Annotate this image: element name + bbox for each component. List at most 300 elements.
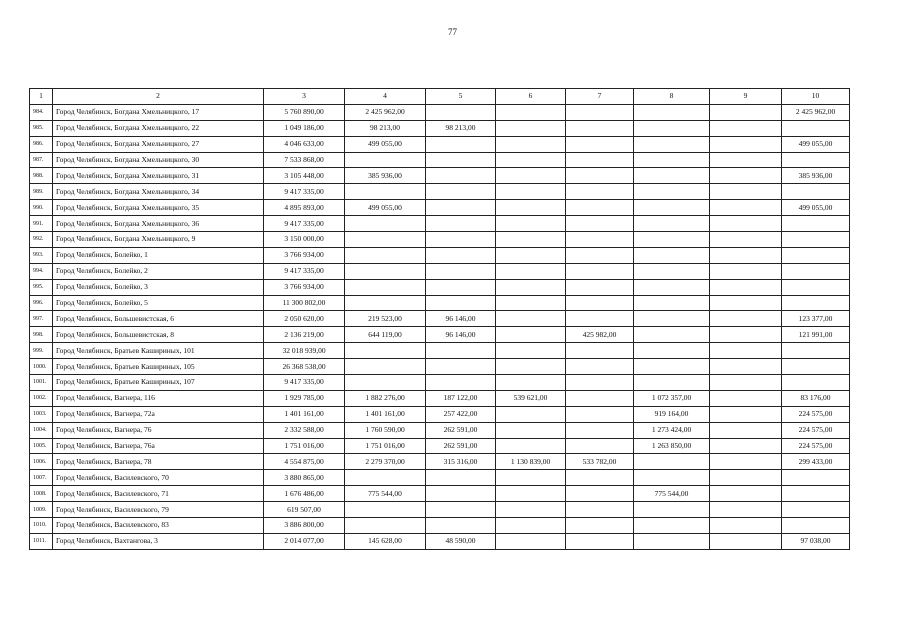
value-cell	[566, 184, 634, 200]
value-cell	[710, 343, 782, 359]
value-cell	[710, 359, 782, 375]
value-cell	[496, 120, 566, 136]
value-cell: 187 122,00	[426, 390, 496, 406]
column-header: 8	[634, 89, 710, 105]
address-cell: Город Челябинск, Вагнера, 116	[53, 390, 264, 406]
value-cell: 385 936,00	[782, 168, 850, 184]
value-cell	[566, 470, 634, 486]
value-cell	[566, 232, 634, 248]
row-number: 1005.	[30, 438, 53, 454]
table-body	[30, 104, 850, 549]
row-number: 1003.	[30, 406, 53, 422]
value-cell: 262 591,00	[426, 438, 496, 454]
value-cell	[566, 502, 634, 518]
value-cell	[566, 518, 634, 534]
address-cell: Город Челябинск, Богдана Хмельницкого, 27	[53, 136, 264, 152]
value-cell: 2 279 370,00	[345, 454, 426, 470]
value-cell: 9 417 335,00	[264, 263, 345, 279]
value-cell	[496, 311, 566, 327]
address-cell: Город Челябинск, Братьев Кашириных, 105	[53, 359, 264, 375]
data-table	[29, 88, 850, 550]
row-number: 986.	[30, 136, 53, 152]
table-row	[30, 359, 850, 375]
value-cell	[566, 311, 634, 327]
value-cell	[634, 168, 710, 184]
value-cell: 619 507,00	[264, 502, 345, 518]
table-row	[30, 168, 850, 184]
value-cell	[710, 470, 782, 486]
value-cell	[634, 470, 710, 486]
value-cell: 262 591,00	[426, 422, 496, 438]
value-cell: 1 130 839,00	[496, 454, 566, 470]
value-cell	[426, 136, 496, 152]
value-cell	[710, 152, 782, 168]
row-number: 988.	[30, 168, 53, 184]
value-cell: 775 544,00	[634, 486, 710, 502]
value-cell	[634, 247, 710, 263]
address-cell: Город Челябинск, Богдана Хмельницкого, 36	[53, 216, 264, 232]
value-cell: 315 316,00	[426, 454, 496, 470]
address-cell: Город Челябинск, Богдана Хмельницкого, 31	[53, 168, 264, 184]
value-cell	[566, 295, 634, 311]
table-row	[30, 263, 850, 279]
value-cell	[710, 184, 782, 200]
value-cell	[710, 263, 782, 279]
value-cell	[634, 533, 710, 549]
value-cell	[345, 343, 426, 359]
value-cell: 1 929 785,00	[264, 390, 345, 406]
address-cell: Город Челябинск, Братьев Кашириных, 107	[53, 375, 264, 391]
value-cell	[782, 263, 850, 279]
row-number: 984.	[30, 104, 53, 120]
address-cell: Город Челябинск, Вагнера, 72а	[53, 406, 264, 422]
value-cell: 4 895 893,00	[264, 200, 345, 216]
value-cell	[426, 295, 496, 311]
table-row	[30, 152, 850, 168]
value-cell	[710, 454, 782, 470]
row-number: 1004.	[30, 422, 53, 438]
value-cell: 1 263 850,00	[634, 438, 710, 454]
value-cell	[426, 184, 496, 200]
address-cell: Город Челябинск, Вагнера, 78	[53, 454, 264, 470]
value-cell: 224 575,00	[782, 406, 850, 422]
value-cell: 257 422,00	[426, 406, 496, 422]
value-cell	[345, 470, 426, 486]
column-header: 3	[264, 89, 345, 105]
value-cell	[566, 375, 634, 391]
value-cell	[782, 247, 850, 263]
row-number: 1002.	[30, 390, 53, 406]
value-cell: 26 368 538,00	[264, 359, 345, 375]
address-cell: Город Челябинск, Василевского, 79	[53, 502, 264, 518]
value-cell	[634, 279, 710, 295]
address-cell: Город Челябинск, Болейко, 2	[53, 263, 264, 279]
address-cell: Город Челябинск, Болейко, 1	[53, 247, 264, 263]
table-row	[30, 422, 850, 438]
address-cell: Город Челябинск, Богдана Хмельницкого, 30	[53, 152, 264, 168]
value-cell	[426, 168, 496, 184]
value-cell: 2 425 962,00	[345, 104, 426, 120]
value-cell: 1 676 486,00	[264, 486, 345, 502]
value-cell	[496, 279, 566, 295]
value-cell	[782, 295, 850, 311]
value-cell	[496, 247, 566, 263]
row-number: 991.	[30, 216, 53, 232]
value-cell	[634, 104, 710, 120]
address-cell: Город Челябинск, Большевистская, 6	[53, 311, 264, 327]
value-cell	[710, 422, 782, 438]
value-cell	[782, 120, 850, 136]
value-cell: 2 425 962,00	[782, 104, 850, 120]
table-row	[30, 184, 850, 200]
value-cell: 48 590,00	[426, 533, 496, 549]
value-cell	[426, 518, 496, 534]
column-header: 2	[53, 89, 264, 105]
row-number: 990.	[30, 200, 53, 216]
value-cell	[426, 502, 496, 518]
address-cell: Город Челябинск, Большевистская, 8	[53, 327, 264, 343]
value-cell	[710, 136, 782, 152]
table-row	[30, 486, 850, 502]
table-row	[30, 438, 850, 454]
value-cell	[496, 422, 566, 438]
value-cell: 96 146,00	[426, 327, 496, 343]
value-cell	[710, 390, 782, 406]
value-cell	[710, 518, 782, 534]
value-cell	[782, 184, 850, 200]
value-cell: 1 751 016,00	[264, 438, 345, 454]
value-cell: 1 401 161,00	[264, 406, 345, 422]
value-cell	[566, 406, 634, 422]
value-cell	[496, 295, 566, 311]
value-cell	[710, 104, 782, 120]
address-cell: Город Челябинск, Вагнера, 76а	[53, 438, 264, 454]
value-cell: 7 533 868,00	[264, 152, 345, 168]
column-header: 4	[345, 89, 426, 105]
value-cell	[710, 216, 782, 232]
table-row	[30, 232, 850, 248]
address-cell: Город Челябинск, Братьев Кашириных, 101	[53, 343, 264, 359]
value-cell: 3 105 448,00	[264, 168, 345, 184]
table-row	[30, 343, 850, 359]
value-cell	[345, 184, 426, 200]
value-cell	[345, 152, 426, 168]
row-number: 996.	[30, 295, 53, 311]
value-cell	[566, 152, 634, 168]
value-cell	[566, 136, 634, 152]
value-cell: 224 575,00	[782, 422, 850, 438]
value-cell	[782, 152, 850, 168]
value-cell: 775 544,00	[345, 486, 426, 502]
value-cell	[426, 200, 496, 216]
table-row	[30, 200, 850, 216]
address-cell: Город Челябинск, Василевского, 70	[53, 470, 264, 486]
value-cell	[426, 216, 496, 232]
header-row	[30, 89, 850, 105]
row-number: 985.	[30, 120, 53, 136]
value-cell	[496, 375, 566, 391]
value-cell: 96 146,00	[426, 311, 496, 327]
value-cell	[566, 359, 634, 375]
column-header: 5	[426, 89, 496, 105]
row-number: 1006.	[30, 454, 53, 470]
value-cell: 224 575,00	[782, 438, 850, 454]
value-cell	[634, 136, 710, 152]
value-cell: 1 273 424,00	[634, 422, 710, 438]
value-cell: 1 751 016,00	[345, 438, 426, 454]
value-cell	[426, 470, 496, 486]
value-cell	[496, 533, 566, 549]
value-cell: 3 886 800,00	[264, 518, 345, 534]
column-header: 1	[30, 89, 53, 105]
row-number: 1011.	[30, 533, 53, 549]
value-cell	[782, 279, 850, 295]
value-cell: 83 176,00	[782, 390, 850, 406]
value-cell	[426, 279, 496, 295]
value-cell	[566, 533, 634, 549]
value-cell	[782, 470, 850, 486]
value-cell: 299 433,00	[782, 454, 850, 470]
value-cell	[782, 486, 850, 502]
value-cell	[566, 200, 634, 216]
table-row	[30, 216, 850, 232]
value-cell	[710, 120, 782, 136]
value-cell	[566, 168, 634, 184]
value-cell	[345, 263, 426, 279]
value-cell: 533 782,00	[566, 454, 634, 470]
value-cell	[710, 295, 782, 311]
table-row	[30, 518, 850, 534]
value-cell	[634, 518, 710, 534]
row-number: 993.	[30, 247, 53, 263]
value-cell: 3 766 934,00	[264, 279, 345, 295]
value-cell	[634, 184, 710, 200]
value-cell	[426, 486, 496, 502]
value-cell: 11 300 802,00	[264, 295, 345, 311]
value-cell: 1 882 276,00	[345, 390, 426, 406]
value-cell	[345, 518, 426, 534]
table-row	[30, 533, 850, 549]
value-cell	[345, 375, 426, 391]
row-number: 987.	[30, 152, 53, 168]
value-cell	[634, 375, 710, 391]
value-cell: 121 991,00	[782, 327, 850, 343]
row-number: 1001.	[30, 375, 53, 391]
value-cell	[426, 263, 496, 279]
value-cell: 2 332 588,00	[264, 422, 345, 438]
address-cell: Город Челябинск, Богдана Хмельницкого, 35	[53, 200, 264, 216]
value-cell	[496, 518, 566, 534]
column-header: 10	[782, 89, 850, 105]
value-cell	[710, 279, 782, 295]
value-cell	[345, 295, 426, 311]
value-cell	[634, 359, 710, 375]
value-cell	[496, 184, 566, 200]
value-cell: 5 760 890,00	[264, 104, 345, 120]
table-row	[30, 279, 850, 295]
table-row	[30, 311, 850, 327]
value-cell	[426, 343, 496, 359]
table-row	[30, 136, 850, 152]
table-row	[30, 327, 850, 343]
value-cell	[496, 438, 566, 454]
value-cell	[634, 295, 710, 311]
value-cell	[426, 104, 496, 120]
value-cell	[496, 343, 566, 359]
table-row	[30, 295, 850, 311]
value-cell	[496, 168, 566, 184]
value-cell	[634, 152, 710, 168]
value-cell	[496, 486, 566, 502]
value-cell	[566, 263, 634, 279]
value-cell	[345, 279, 426, 295]
value-cell	[496, 470, 566, 486]
value-cell	[782, 359, 850, 375]
value-cell	[566, 343, 634, 359]
value-cell: 98 213,00	[345, 120, 426, 136]
row-number: 1009.	[30, 502, 53, 518]
value-cell: 9 417 335,00	[264, 375, 345, 391]
row-number: 994.	[30, 263, 53, 279]
value-cell	[782, 232, 850, 248]
value-cell	[566, 279, 634, 295]
value-cell	[710, 502, 782, 518]
table-row	[30, 502, 850, 518]
address-cell: Город Челябинск, Богдана Хмельницкого, 9	[53, 232, 264, 248]
row-number: 992.	[30, 232, 53, 248]
value-cell	[496, 359, 566, 375]
value-cell: 2 136 219,00	[264, 327, 345, 343]
value-cell	[345, 502, 426, 518]
table-row	[30, 406, 850, 422]
value-cell	[782, 343, 850, 359]
value-cell	[710, 311, 782, 327]
value-cell: 385 936,00	[345, 168, 426, 184]
address-cell: Город Челябинск, Вахтангова, 3	[53, 533, 264, 549]
value-cell	[710, 200, 782, 216]
value-cell: 32 018 939,00	[264, 343, 345, 359]
value-cell	[426, 247, 496, 263]
row-number: 1000.	[30, 359, 53, 375]
value-cell	[345, 232, 426, 248]
address-cell: Город Челябинск, Болейко, 5	[53, 295, 264, 311]
value-cell	[634, 263, 710, 279]
table-row	[30, 120, 850, 136]
value-cell: 499 055,00	[782, 136, 850, 152]
row-number: 989.	[30, 184, 53, 200]
value-cell	[634, 343, 710, 359]
row-number: 995.	[30, 279, 53, 295]
page-number: 77	[448, 27, 457, 37]
value-cell	[426, 375, 496, 391]
value-cell: 3 880 865,00	[264, 470, 345, 486]
value-cell	[710, 168, 782, 184]
row-number: 999.	[30, 343, 53, 359]
value-cell	[710, 247, 782, 263]
value-cell	[782, 375, 850, 391]
value-cell	[496, 232, 566, 248]
address-cell: Город Челябинск, Болейко, 3	[53, 279, 264, 295]
value-cell: 9 417 335,00	[264, 216, 345, 232]
value-cell	[496, 327, 566, 343]
row-number: 998.	[30, 327, 53, 343]
value-cell: 97 038,00	[782, 533, 850, 549]
value-cell	[634, 232, 710, 248]
value-cell	[566, 438, 634, 454]
value-cell	[782, 216, 850, 232]
value-cell	[496, 502, 566, 518]
value-cell	[566, 120, 634, 136]
address-cell: Город Челябинск, Вагнера, 76	[53, 422, 264, 438]
table-row	[30, 470, 850, 486]
value-cell: 2 050 620,00	[264, 311, 345, 327]
value-cell: 1 072 357,00	[634, 390, 710, 406]
value-cell: 499 055,00	[345, 200, 426, 216]
address-cell: Город Челябинск, Василевского, 83	[53, 518, 264, 534]
address-cell: Город Челябинск, Василевского, 71	[53, 486, 264, 502]
value-cell: 1 760 590,00	[345, 422, 426, 438]
row-number: 1007.	[30, 470, 53, 486]
table-row	[30, 454, 850, 470]
value-cell	[566, 390, 634, 406]
value-cell: 919 164,00	[634, 406, 710, 422]
address-cell: Город Челябинск, Богдана Хмельницкого, 22	[53, 120, 264, 136]
value-cell: 3 766 934,00	[264, 247, 345, 263]
value-cell	[496, 263, 566, 279]
value-cell	[710, 438, 782, 454]
value-cell	[566, 486, 634, 502]
value-cell	[710, 375, 782, 391]
value-cell	[496, 104, 566, 120]
value-cell	[634, 120, 710, 136]
value-cell: 2 014 077,00	[264, 533, 345, 549]
value-cell	[566, 422, 634, 438]
value-cell: 98 213,00	[426, 120, 496, 136]
value-cell	[634, 454, 710, 470]
table-row	[30, 104, 850, 120]
row-number: 997.	[30, 311, 53, 327]
column-header: 7	[566, 89, 634, 105]
value-cell	[426, 359, 496, 375]
address-cell: Город Челябинск, Богдана Хмельницкого, 34	[53, 184, 264, 200]
column-header: 6	[496, 89, 566, 105]
value-cell	[710, 486, 782, 502]
value-cell	[345, 216, 426, 232]
value-cell: 644 119,00	[345, 327, 426, 343]
value-cell: 425 982,00	[566, 327, 634, 343]
value-cell	[634, 216, 710, 232]
value-cell: 145 628,00	[345, 533, 426, 549]
value-cell: 1 401 161,00	[345, 406, 426, 422]
value-cell	[710, 232, 782, 248]
value-cell: 9 417 335,00	[264, 184, 345, 200]
value-cell	[496, 152, 566, 168]
row-number: 1008.	[30, 486, 53, 502]
value-cell	[782, 502, 850, 518]
value-cell	[710, 533, 782, 549]
value-cell	[345, 247, 426, 263]
value-cell	[634, 200, 710, 216]
value-cell: 499 055,00	[345, 136, 426, 152]
table-row	[30, 375, 850, 391]
value-cell	[496, 406, 566, 422]
value-cell: 4 046 633,00	[264, 136, 345, 152]
row-number: 1010.	[30, 518, 53, 534]
value-cell	[345, 359, 426, 375]
value-cell	[782, 518, 850, 534]
value-cell: 539 621,00	[496, 390, 566, 406]
value-cell	[566, 216, 634, 232]
